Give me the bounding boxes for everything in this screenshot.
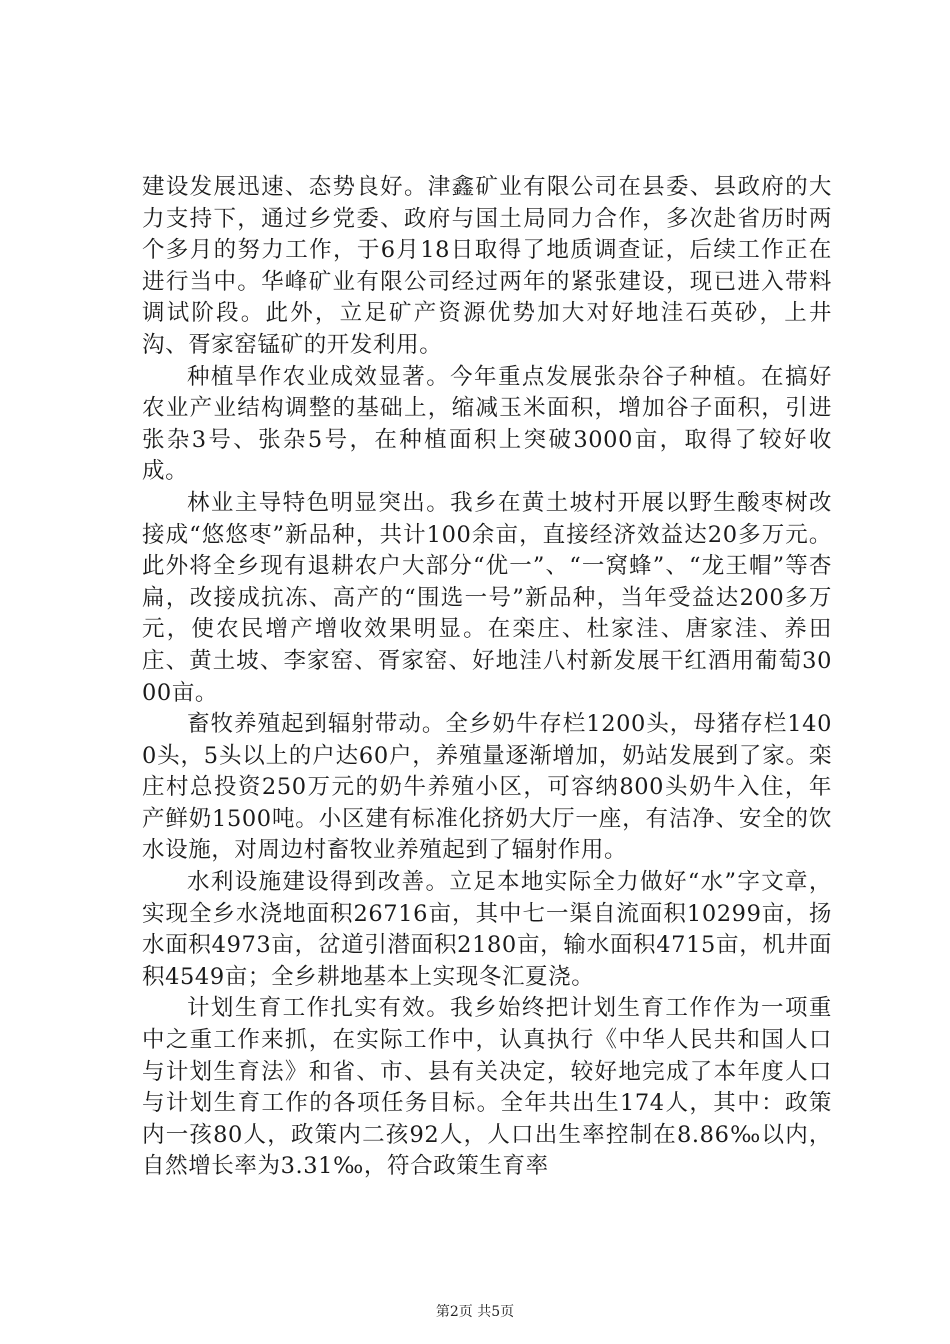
page-number-footer: 第2页 共5页 — [435, 1304, 515, 1320]
paragraph-livestock: 畜牧养殖起到辐射带动。全乡奶牛存栏1200头，母猪存栏1400头，5头以上的户达60户，养殖量逐渐增加，奶站发展到了家。栾庄村总投资250万元的奶牛养殖小区，可容纳800头奶牛入住，年产鲜奶1500吨。小区建有标准化挤奶大厅一座，有洁净、安全的饮水设施，对周边村畜牧业养殖起到了辐射作用。 — [142, 711, 832, 864]
paragraph-mining-continued: 建设发展迅速、态势良好。津鑫矿业有限公司在县委、县政府的大力支持下，通过乡党委、政府与国土局同力合作，多次赴省历时两个多月的努力工作，于6月18日取得了地质调查证，后续工作正在进行当中。华峰矿业有限公司经过两年的紧张建设，现已进入带料调试阶段。此外，立足矿产资源优势加大对好地洼石英砂，上井沟、胥家窑锰矿的开发利用。 — [142, 174, 832, 358]
paragraph-dry-farming: 种植旱作农业成效显著。今年重点发展张杂谷子种植。在搞好农业产业结构调整的基础上，缩减玉米面积，增加谷子面积，引进张杂3号、张杂5号，在种植面积上突破3000亩，取得了较好收成。 — [142, 363, 832, 485]
paragraph-forestry: 林业主导特色明显突出。我乡在黄土坡村开展以野生酸枣树改接成“悠悠枣”新品种，共计100余亩，直接经济效益达20多万元。此外将全乡现有退耕农户大部分“优一”、“一窝蜂”、“龙王帽”等杏扁，改接成抗冻、高产的“围选一号”新品种，当年受益达200多万元，使农民增产增收效果明显。在栾庄、杜家洼、唐家洼、养田庄、黄土坡、李家窑、胥家窑、好地洼八村新发展干红酒用葡萄3000亩。 — [142, 489, 832, 706]
paragraph-family-planning: 计划生育工作扎实有效。我乡始终把计划生育工作作为一项重中之重工作来抓，在实际工作中，认真执行《中华人民共和国人口与计划生育法》和省、市、县有关决定，较好地完成了本年度人口与计划生育工作的各项任务目标。全年共出生174人，其中：政策内一孩80人，政策内二孩92人，人口出生率控制在8.86‰以内，自然增长率为3.31‰，符合政策生育率 — [142, 995, 832, 1180]
body-text — [142, 172, 832, 1183]
paragraph-water-conservancy: 水利设施建设得到改善。立足本地实际全力做好“水”字文章，实现全乡水浇地面积26716亩，其中七一渠自流面积10299亩，扬水面积4973亩，岔道引潜面积2180亩，输水面积4715亩，机井面积4549亩；全乡耕地基本上实现冬汇夏浇。 — [142, 869, 832, 990]
